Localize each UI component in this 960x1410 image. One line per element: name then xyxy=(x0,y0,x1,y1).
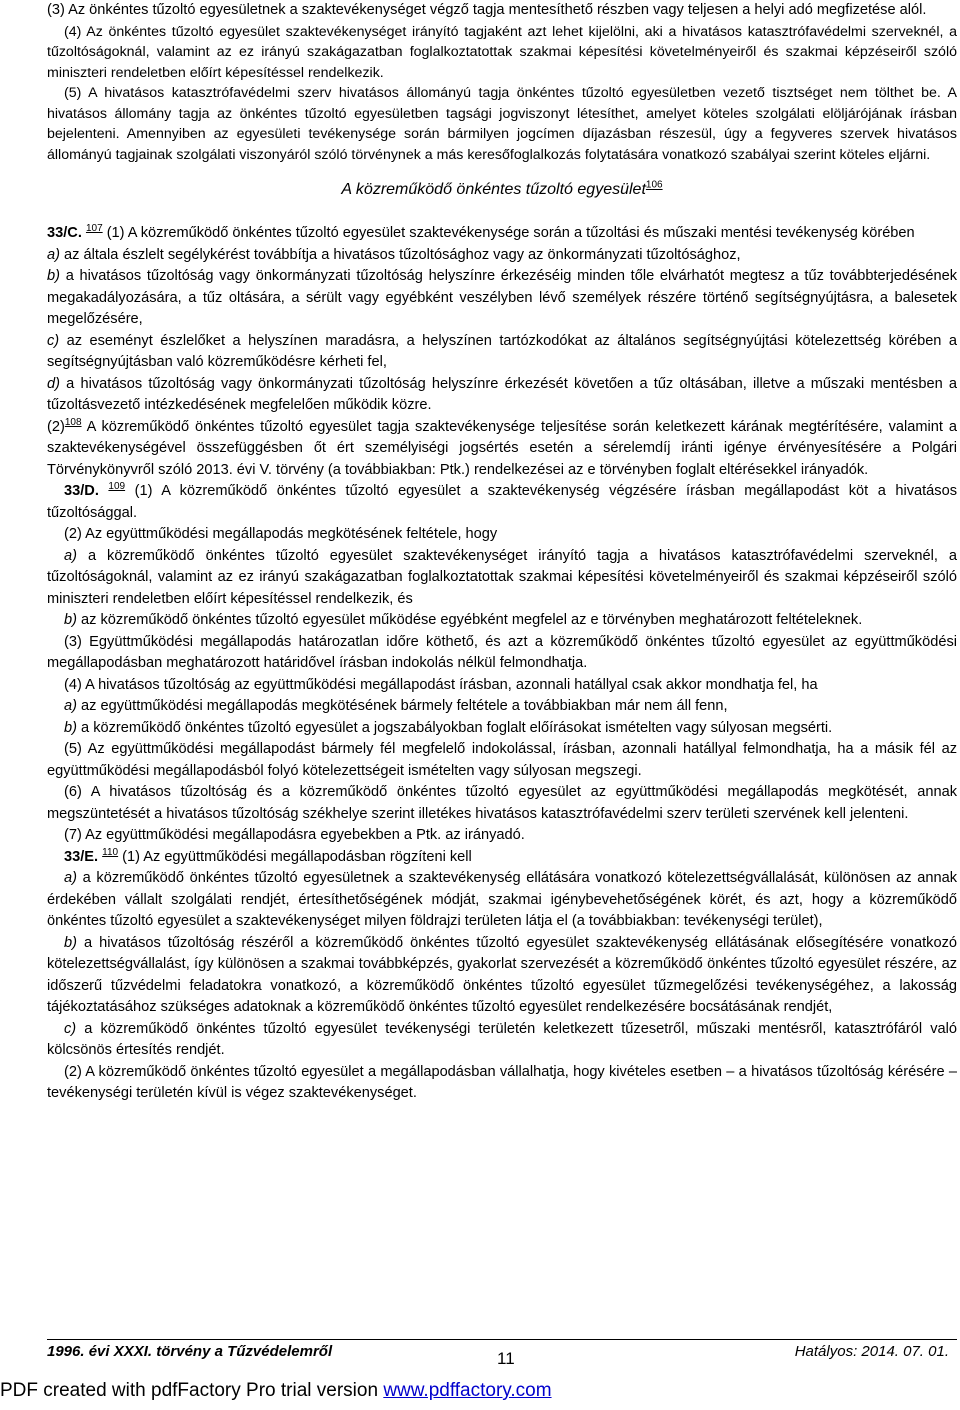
section-33c-label: 33/C. xyxy=(47,225,82,241)
section-33c-paragraph-1 xyxy=(47,223,957,245)
section-33e-item-b xyxy=(47,933,957,1019)
section-33d-paragraph-6: (6) A hivatásos tűzoltóság és a közreműködő önkéntes tűzoltó egyesület az együttműködési megállapodás megkötését, annak megszüntetését a hivatásos tűzoltóság székhelye szerint illetékes hivatásos katasztrófavédelmi szerv területi szervének kell jelenteni. xyxy=(47,784,957,822)
section-33d-paragraph-1 xyxy=(47,481,957,524)
item-text: a közreműködő önkéntes tűzoltó egyesület a jogszabályokban foglalt előírásokat ismételten vagy súlyosan megsérti. xyxy=(76,719,833,736)
section-33e-text: (1) Az együttműködési megállapodásban rögzíteni kell xyxy=(118,848,472,865)
item-text: az általa észlelt segélykérést továbbítja a hivatásos tűzoltósághoz vagy az önkormányzati tűzoltósághoz, xyxy=(59,246,741,263)
item-letter: a) xyxy=(64,870,77,886)
item-text: a hivatásos tűzoltóság részéről a közreműködő önkéntes tűzoltó egyesület szaktevékenység ellátásának elősegítésére vonatkozó kötelezettségvállalást, így különösen a szakmai továbbképzés, gyakorlat szervezését a közreműködő önkéntes tűzoltó egyesület részére, az időszerű tűzvédelmi feladatokra vonatkozó, a közreműködő önkéntes tűzoltó egyesület tűzmegelőzési tevékenységéhez, a lakosság tájékoztatásához szükséges adatoknak a közreműködő önkéntes tűzoltó egyesület rendelkezésére bocsátásának rendjét, xyxy=(47,934,957,1015)
paragraph-number: (2) xyxy=(47,418,65,435)
footer-divider xyxy=(47,1339,957,1340)
item-letter: d) xyxy=(47,375,60,392)
section-33e-item-c xyxy=(47,1019,957,1062)
section-33d-item-a xyxy=(47,546,957,611)
pdffactory-link[interactable]: www.pdffactory.com xyxy=(383,1380,552,1401)
pdf-watermark-line xyxy=(0,1380,552,1402)
section-33d-paragraph-7: (7) Az együttműködési megállapodásra egyebekben a Ptk. az irányadó. xyxy=(64,827,525,843)
item-letter: a) xyxy=(64,698,77,714)
item-letter: b) xyxy=(64,612,77,628)
footnote-ref-110[interactable]: 110 xyxy=(102,846,119,858)
item-letter: a) xyxy=(64,547,77,564)
item-text: az eseményt észlelőket a helyszínen maradásra, a helyszínen tartózkodókat az általános segítségnyújtási kötelezettség körében a segítségnyújtásban való közreműködésre kérheti fel, xyxy=(47,332,957,370)
item-letter: a) xyxy=(47,246,60,263)
item-text: a közreműködő önkéntes tűzoltó egyesület szaktevékenységet irányító tagja a hivatásos katasztrófavédelmi szerveknél, a tűzoltóságoknál, valamint az ez irányú szakágazatban foglalkoztatottak szakmai képesítési követelményeiről és szakmai képzéseiről szóló miniszteri rendeletben előírt képesítéssel rendelkezik, és xyxy=(47,547,957,607)
item-letter: b) xyxy=(47,268,60,284)
footnote-ref-107[interactable]: 107 xyxy=(85,223,103,235)
paragraph-5: (5) A hivatásos katasztrófavédelmi szerv hivatásos állományú tagja önkéntes tűzoltó egyesületben vezető tisztséget nem tölthet be. A hivatásos állomány tagja az önkéntes tűzoltó egyesületben tagsági jogviszonyt létesíthet, amelyet köteles szolgálati elöljárójának írásban bejelenteni. Amennyiben az egyesületi tevékenysége során bármilyen jogcímen díjazásban részesül, úgy a fegyveres szervek hivatásos állományú tagjainak szolgálati viszonyáról szóló törvénynek a más keresőfoglalkozás folytatására vonatkozó szabályai szerint köteles eljárni. xyxy=(47,85,957,163)
section-33c-item-d xyxy=(47,374,957,417)
section-33d-paragraph-3: (3) Együttműködési megállapodás határozatlan időre köthető, és azt a közreműködő önkéntes tűzoltó egyesület az együttműködési megállapodásban meghatározott határidővel írásban indokolás nélkül felmondhatja. xyxy=(47,633,957,671)
item-text: az együttműködési megállapodás megkötésének bármely feltétele a továbbiakban már nem áll fenn, xyxy=(76,698,728,714)
section-33e-paragraph-1 xyxy=(47,847,957,869)
item-text: a közreműködő önkéntes tűzoltó egyesületnek a szaktevékenység ellátására vonatkozó kötelezettségvállalását, különösen az annak érdekében vállalt szolgálati rendjét, értesíthetőségének módját, szakmai igénybevehetőségének körét, és azt, hogy a közreműködő önkéntes tűzoltó egyesület a szaktevékenységet milyen földrajzi területen látja el (a továbbiakban: tevékenységi terület), xyxy=(47,870,957,929)
item-letter: c) xyxy=(47,332,60,349)
paragraph-3: (3) Az önkéntes tűzoltó egyesületnek a szaktevékenységet végző tagja mentesíthető részben vagy teljesen a helyi adó megfizetése alól. xyxy=(47,2,927,18)
footnote-ref-106[interactable]: 106 xyxy=(645,179,663,191)
footnote-ref-108[interactable]: 108 xyxy=(64,416,82,428)
section-33d-paragraph-5: (5) Az együttműködési megállapodást bármely fél megfelelő indokolással, írásban, azonnali hatállyal felmondhatja, ha a másik fél az együttműködési megállapodásból folyó kötelezettségeit ismételten vagy súlyosan megszegi. xyxy=(47,741,957,779)
item-text: a hivatásos tűzoltóság vagy önkormányzati tűzoltóság helyszínre érkezéséig minden tőle elvárhatót megtesz a tűz továbbterjedésének megakadályozására, a tűz oltására, a sérült vagy egyébként veszélyben lévő személyek részére történő segítségnyújtásra, a balesetek megelőzésére, xyxy=(47,268,957,327)
page-footer xyxy=(47,1343,957,1368)
section-heading xyxy=(47,181,957,199)
section-33c-item-b xyxy=(47,266,957,331)
paragraph-4: (4) Az önkéntes tűzoltó egyesület szaktevékenységet irányító tagjaként azt lehet kijelölni, aki a hivatásos katasztrófavédelmi szerveknél, a tűzoltóságoknál, valamint az ez irányú szakágazatban foglalkoztatottak szakmai képesítési követelményeiről és szakmai képzéseiről szóló miniszteri rendeletben előírt képesítéssel rendelkezik. xyxy=(47,23,957,81)
section-33c-text: (1) A közreműködő önkéntes tűzoltó egyesület szaktevékenysége során a tűzoltási és műszaki mentési tevékenység körében xyxy=(102,225,915,241)
item-letter: b) xyxy=(64,934,77,951)
paragraph-text: A közreműködő önkéntes tűzoltó egyesület tagja szaktevékenysége teljesítése során keletkezett kárának megtérítésére, valamint a szaktevékenységével összefüggésben őt ért személyiségi jogsértés esetén a sérelemdíj iránti igénye érvényesítésére a Polgári Törvénykönyvről szóló 2013. évi V. törvény (a továbbiakban: Ptk.) rendelkezései az e törvényben foglalt eltérésekkel irányadók. xyxy=(47,418,957,478)
section-33e-item-a xyxy=(47,868,957,933)
section-33e-paragraph-2: (2) A közreműködő önkéntes tűzoltó egyesület a megállapodásban vállalhatja, hogy kivételes esetben – a hivatásos tűzoltóság kérésére – tevékenységi területén kívül is végez szaktevékenységet. xyxy=(47,1063,957,1101)
pdf-watermark-text: PDF created with pdfFactory Pro trial version xyxy=(0,1380,384,1401)
section-33d-label: 33/D. xyxy=(64,483,99,499)
section-33c-item-a xyxy=(47,245,957,267)
section-33d-paragraph-4: (4) A hivatásos tűzoltóság az együttműködési megállapodást írásban, azonnali hatállyal csak akkor mondhatja fel, ha xyxy=(64,676,818,693)
item-text: a közreműködő önkéntes tűzoltó egyesület tevékenységi területén keletkezett tűzesetről, műszaki mentésről, katasztrófáról való kölcsönös értesítés rendjét. xyxy=(47,1020,957,1058)
section-33d-text: (1) A közreműködő önkéntes tűzoltó egyesület a szaktevékenység végzésére írásban megállapodást köt a hivatásos tűzoltósággal. xyxy=(47,483,957,521)
item-letter: b) xyxy=(64,719,77,736)
section-33e-label: 33/E. xyxy=(64,848,99,865)
footnote-ref-109[interactable]: 109 xyxy=(108,481,126,493)
section-33d-paragraph-4-item-a xyxy=(47,696,957,718)
section-33d-item-b xyxy=(47,610,957,632)
item-letter: c) xyxy=(64,1020,77,1037)
footer-law-title: 1996. évi XXXI. törvény a Tűzvédelemről xyxy=(47,1343,333,1360)
section-33d-paragraph-2: (2) Az együttműködési megállapodás megkötésének feltétele, hogy xyxy=(64,526,498,542)
item-text: az közreműködő önkéntes tűzoltó egyesület működése egyébként megfelel az e törvényben meghatározott feltételeknek. xyxy=(76,612,863,628)
section-33d-paragraph-4-item-b xyxy=(47,718,957,740)
item-text: a hivatásos tűzoltóság vagy önkormányzati tűzoltóság helyszínre érkezését követően a tűz oltásában, illetve a műszaki mentésben a tűzoltásvezető intézkedésének megfelelően működik közre. xyxy=(47,375,957,413)
section-heading-text: A közreműködő önkéntes tűzoltó egyesület xyxy=(341,181,646,198)
page-number: 11 xyxy=(497,1349,515,1368)
document-page xyxy=(47,0,957,1105)
section-33c-paragraph-2 xyxy=(47,417,957,482)
section-33c-item-c xyxy=(47,331,957,374)
footer-effective-date: Hatályos: 2014. 07. 01. xyxy=(794,1343,949,1360)
